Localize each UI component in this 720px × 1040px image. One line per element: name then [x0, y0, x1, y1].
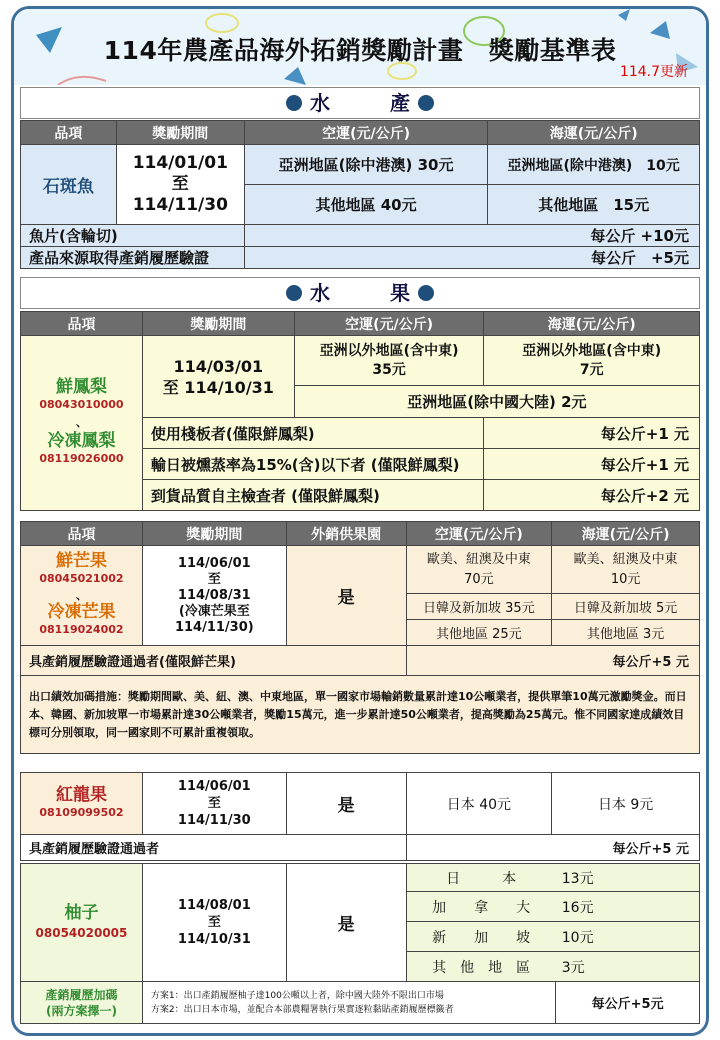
- bullet-icon: [418, 95, 434, 111]
- fish-fillet-value: 每公斤 +10元: [244, 225, 699, 247]
- section-band-fruit: [20, 277, 700, 309]
- dragonfruit-orchard: 是: [286, 773, 406, 835]
- bullet-icon: [418, 285, 434, 301]
- col-header-item: 品項: [21, 312, 143, 336]
- dragonfruit-bonus-value: 每公斤+5 元: [406, 835, 699, 861]
- table-row: [21, 145, 700, 185]
- pomelo-region: 其 他 地 區: [406, 952, 556, 982]
- aquatic-table: [20, 120, 700, 269]
- col-header-air: 空運(元/公斤): [294, 312, 484, 336]
- col-header-period: 獎勵期間: [142, 522, 286, 546]
- traceability-value: 每公斤 +5元: [244, 247, 699, 269]
- mango-sea-west: 歐美、紐澳及中東 10元: [552, 546, 700, 594]
- header: [14, 9, 706, 85]
- dragonfruit-table: [20, 772, 700, 861]
- bullet-icon: [286, 285, 302, 301]
- fish-fillet-label: 魚片(含輪切): [21, 225, 245, 247]
- col-header-orchard: 外銷供果園: [286, 522, 406, 546]
- sea-other: 其他地區 15元: [488, 185, 700, 225]
- pineapple-bonus1-label: 使用棧板者(僅限鮮鳳梨): [142, 418, 483, 449]
- mango-sea-other: 其他地區 3元: [552, 620, 700, 646]
- pineapple-air-outside-asia: 亞洲以外地區(含中東) 35元: [294, 336, 484, 386]
- table-row: [21, 773, 700, 835]
- pomelo-region: 日 本: [406, 864, 556, 892]
- pomelo-orchard: 是: [286, 864, 406, 982]
- mango-bonus-label: 具產銷履歷驗證通過者(僅限鮮芒果): [21, 646, 407, 676]
- dragonfruit-period: 114/06/01 至 114/11/30: [142, 773, 286, 835]
- period-grouper: 114/01/01 至 114/11/30: [116, 145, 244, 225]
- pomelo-plans: 方案1：出口產銷履歷柚子達100公噸以上者，除中國大陸外不限出口市場 方案2：出口日本市場，並配合本部農糧署執行果實逐粒黏貼產銷履歷標籤者: [142, 982, 555, 1024]
- pomelo-rate: 13元: [556, 864, 700, 892]
- mango-item: 鮮芒果 08045021002 、 冷凍芒果 08119024002: [21, 546, 143, 646]
- table-row: [21, 336, 700, 386]
- table-row: [21, 546, 700, 594]
- dragonfruit-air: 日本 40元: [406, 773, 552, 835]
- col-header-sea: 海運(元/公斤): [484, 312, 700, 336]
- table-row: [21, 225, 700, 247]
- col-header-air: 空運(元/公斤): [406, 522, 552, 546]
- pomelo-item: 柚子 08054020005: [21, 864, 143, 982]
- dragonfruit-bonus-label: 具產銷履歷驗證通過者: [21, 835, 407, 861]
- table-row: [21, 864, 700, 892]
- pomelo-rate: 3元: [556, 952, 700, 982]
- mango-air-other: 其他地區 25元: [406, 620, 552, 646]
- mango-period: 114/06/01 至 114/08/31 (冷凍芒果至 114/11/30): [142, 546, 286, 646]
- col-header-item: 品項: [21, 522, 143, 546]
- bullet-icon: [286, 95, 302, 111]
- mango-table: [20, 521, 700, 754]
- pineapple-bonus2-value: 每公斤+1 元: [484, 449, 700, 480]
- pomelo-table: [20, 863, 700, 1024]
- table-row: [21, 676, 700, 754]
- col-header-sea: 海運(元/公斤): [552, 522, 700, 546]
- sea-asia: 亞洲地區(除中港澳) 10元: [488, 145, 700, 185]
- col-header-sea: 海運(元/公斤): [488, 121, 700, 145]
- col-header-period: 獎勵期間: [142, 312, 294, 336]
- pomelo-bonus-value: 每公斤+5元: [556, 982, 700, 1024]
- table-row: [21, 646, 700, 676]
- air-asia: 亞洲地區(除中港澳) 30元: [244, 145, 488, 185]
- pineapple-period: 114/03/01 至 114/10/31: [142, 336, 294, 418]
- pineapple-bonus1-value: 每公斤+1 元: [484, 418, 700, 449]
- pineapple-asia-except-china: 亞洲地區(除中國大陸) 2元: [294, 386, 699, 418]
- update-note: 114.7更新: [619, 64, 688, 80]
- mango-orchard: 是: [286, 546, 406, 646]
- pomelo-rate: 10元: [556, 922, 700, 952]
- col-header-period: 獎勵期間: [116, 121, 244, 145]
- document-frame: [11, 6, 709, 1036]
- pomelo-region: 加 拿 大: [406, 892, 556, 922]
- pomelo-period: 114/08/01 至 114/10/31: [142, 864, 286, 982]
- item-grouper: 石斑魚: [21, 145, 117, 225]
- dragonfruit-item: 紅龍果 08109099502: [21, 773, 143, 835]
- mango-air-jks: 日韓及新加坡 35元: [406, 594, 552, 620]
- pineapple-bonus3-label: 到貨品質自主檢查者 (僅限鮮鳳梨): [142, 480, 483, 511]
- section-title-fruit: 水 果: [310, 281, 410, 305]
- mango-bonus-value: 每公斤+5 元: [406, 646, 699, 676]
- col-header-item: 品項: [21, 121, 117, 145]
- table-header-row: [21, 312, 700, 336]
- col-header-air: 空運(元/公斤): [244, 121, 488, 145]
- table-row: [21, 982, 700, 1024]
- pineapple-sea-outside-asia: 亞洲以外地區(含中東) 7元: [484, 336, 700, 386]
- pomelo-bonus-label: 產銷履歷加碼 (兩方案擇一): [21, 982, 143, 1024]
- pineapple-table: [20, 311, 700, 511]
- table-row: [21, 247, 700, 269]
- pineapple-item: 鮮鳳梨 08043010000 、 冷凍鳳梨 08119026000: [21, 336, 143, 511]
- table-header-row: [21, 522, 700, 546]
- pineapple-bonus3-value: 每公斤+2 元: [484, 480, 700, 511]
- mango-export-note: 出口績效加碼措施：獎勵期間歐、美、紐、澳、中東地區，單一國家市場輸銷數量累計達10公噸業者，提供單筆10萬元激勵獎金。而日本、韓國、新加坡單一市場累計達30公噸業者，獎勵15萬元，進一步累計達50公噸業者，提高獎勵為25萬元。惟不同國家達成績效目標可分別領取，同一國家則不可累計重複領取。: [21, 676, 700, 754]
- pomelo-rate: 16元: [556, 892, 700, 922]
- mango-sea-jks: 日韓及新加坡 5元: [552, 594, 700, 620]
- section-title-aquatic: 水 產: [310, 91, 410, 115]
- page-title: 114年農產品海外拓銷獎勵計畫 獎勵基準表: [103, 36, 617, 65]
- pomelo-region: 新 加 坡: [406, 922, 556, 952]
- pineapple-bonus2-label: 輸日被燻蒸率為15%(含)以下者 (僅限鮮鳳梨): [142, 449, 483, 480]
- mango-air-west: 歐美、紐澳及中東 70元: [406, 546, 552, 594]
- air-other: 其他地區 40元: [244, 185, 488, 225]
- traceability-label: 產品來源取得產銷履歷驗證: [21, 247, 245, 269]
- table-header-row: [21, 121, 700, 145]
- table-row: [21, 835, 700, 861]
- section-band-aquatic: [20, 87, 700, 119]
- dragonfruit-sea: 日本 9元: [552, 773, 700, 835]
